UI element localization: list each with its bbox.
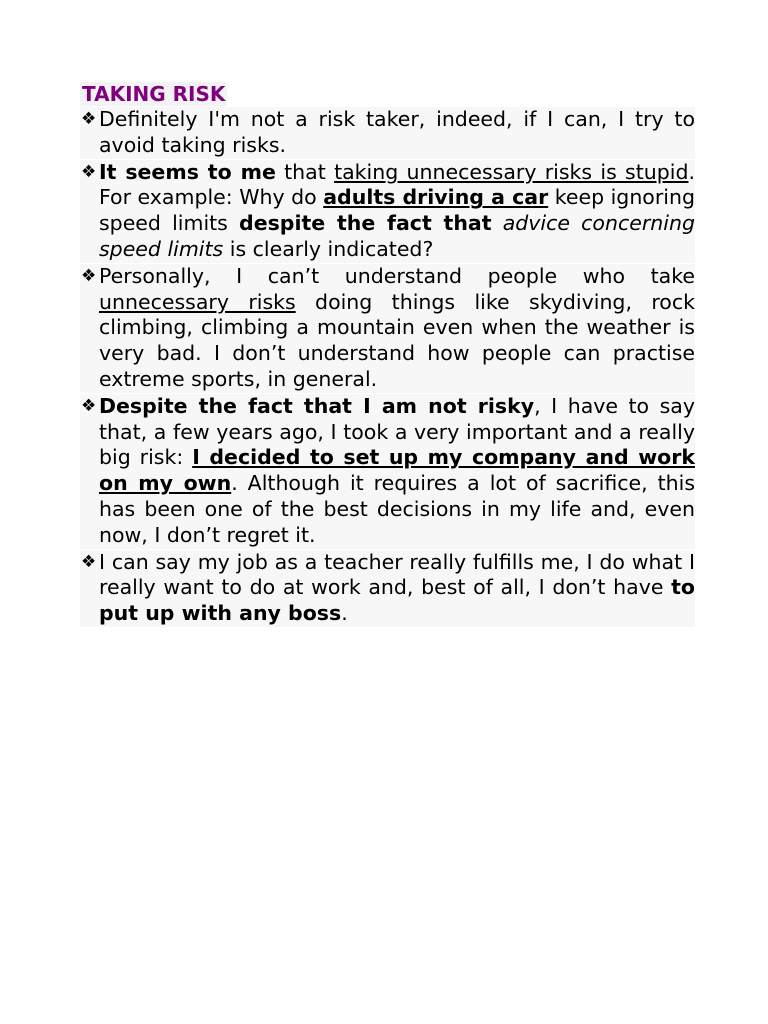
list-item: [80, 264, 695, 393]
list-item: [80, 550, 695, 627]
text-run: is clearly indicated?: [223, 236, 434, 261]
text-run: that: [275, 159, 335, 184]
document-title: TAKING RISK: [82, 82, 226, 106]
text-run: adults driving a car: [323, 185, 549, 210]
diamond-bullet-icon: ❖: [81, 551, 97, 572]
text-run: despite the fact that: [239, 211, 492, 236]
text-run: , I have to say that, a few years ago, I took a very important and a really big risk:: [99, 393, 695, 470]
diamond-bullet-icon: ❖: [81, 161, 97, 182]
document-page: [80, 82, 695, 628]
text-run: to put up with any boss: [99, 575, 695, 626]
diamond-bullet-icon: ❖: [81, 265, 97, 286]
list-item: [80, 107, 695, 159]
text-run: I decided to set up my company and work on my own: [99, 445, 695, 496]
text-run: Despite the fact that I am not risky: [99, 393, 535, 418]
text-run: keep ignoring speed limits: [99, 185, 695, 236]
bullet-list: [80, 107, 695, 627]
list-item: [80, 394, 695, 549]
text-run: . For example: Why do: [99, 159, 696, 210]
text-run: .: [341, 601, 348, 626]
text-run: doing things like skydiving, rock climbing, climbing a mountain even when the weather is very bad. I don’t understand how people can practise extreme sports, in general.: [99, 289, 695, 391]
diamond-bullet-icon: ❖: [81, 109, 97, 129]
text-run: Definitely I'm not a risk taker, indeed, if I can, I try to avoid taking risks.: [99, 107, 695, 157]
text-run: [492, 211, 503, 235]
text-run: Personally, I can’t understand people who take: [99, 263, 695, 288]
text-run: taking unnecessary risks is stupid: [334, 159, 689, 184]
text-run: . Although it requires a lot of sacrifice, this has been one of the best decisions in my life and, even now, I don’t regret it.: [99, 471, 696, 547]
text-run: advice concerning speed limits: [99, 211, 695, 261]
text-run: It seems to me: [99, 159, 276, 184]
list-item: [80, 160, 695, 263]
diamond-bullet-icon: ❖: [81, 395, 97, 416]
text-run: I can say my job as a teacher really fulfills me, I do what I really want to do at work and, best of all, I don’t have: [99, 549, 695, 600]
text-run: unnecessary risks: [99, 289, 296, 314]
